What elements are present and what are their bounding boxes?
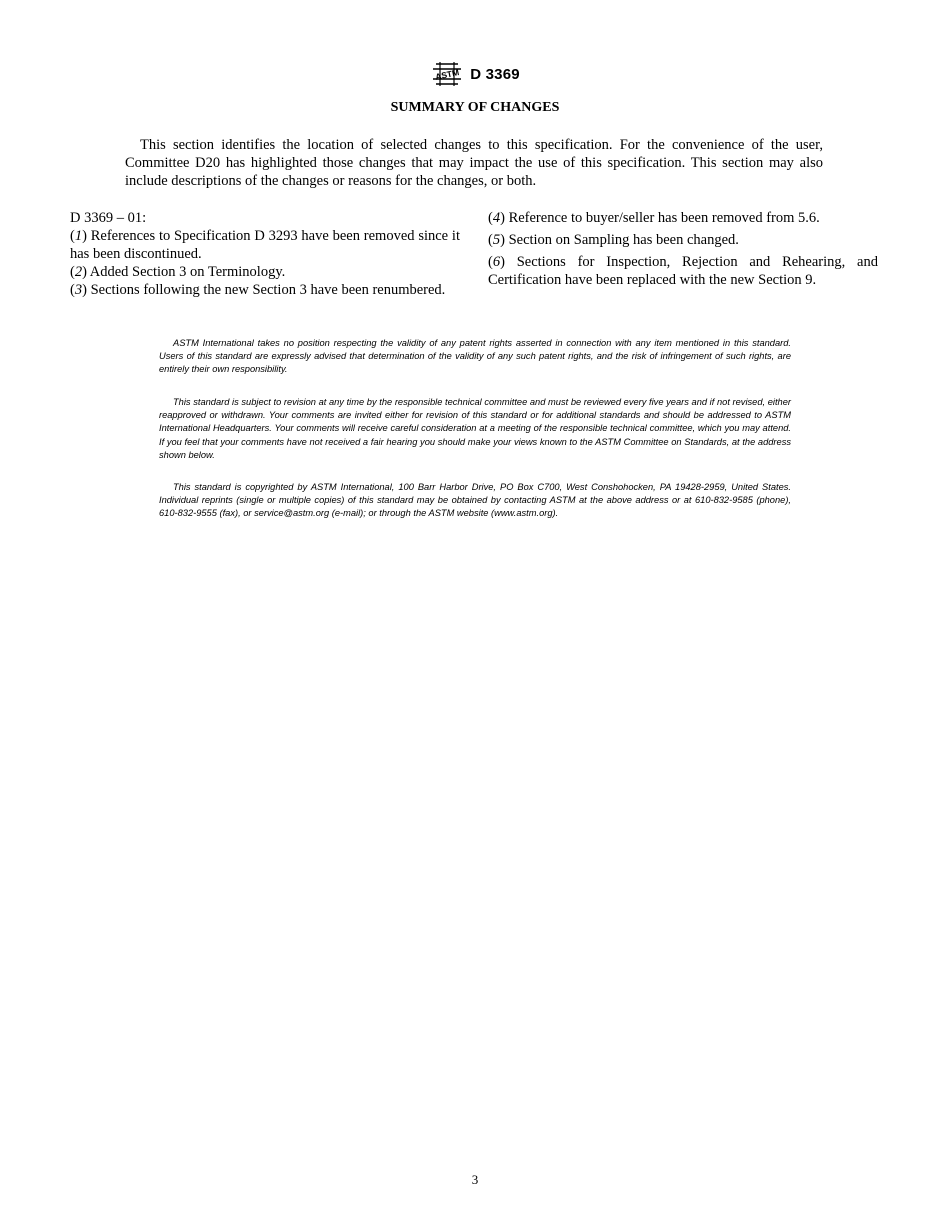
change-number: 5	[492, 232, 501, 248]
page-header	[0, 60, 950, 93]
change-number: 4	[492, 210, 501, 226]
change-number: 1	[74, 228, 83, 244]
revision-notice: This standard is subject to revision at any time by the responsible technical committee and must be reviewed every five years and if not revised, either reapproved or withdrawn. Your comments are invited either for revision of this standard or for additional standards and should be addressed to ASTM International Headquarters. Your comments will receive careful consideration at a meeting of the responsible technical committee, which you may attend. If you feel that your comments have not received a fair hearing you should make your views known to the ASTM Committee on Standards, at the address shown below.	[159, 397, 791, 460]
version-label: D 3369 – 01:	[70, 210, 147, 226]
change-number: 6	[492, 254, 501, 270]
change-text: Sections for Inspection, Rejection and Rehearing, and Certification have been replaced with the new Section 9.	[488, 254, 878, 288]
section-title: SUMMARY OF CHANGES	[390, 100, 560, 115]
astm-logo-icon	[430, 60, 464, 88]
change-item: (5) Section on Sampling has been changed.	[488, 232, 739, 248]
change-text: References to Specification D 3293 have been removed since it has been discontinued.	[70, 228, 460, 262]
page-number: 3	[471, 1172, 479, 1187]
changes-right-column	[488, 209, 878, 293]
change-number: 2	[74, 264, 83, 280]
patent-notice: ASTM International takes no position respecting the validity of any patent rights asserted in connection with any item mentioned in this standard. Users of this standard are expressly advised that determination of the validity of any such patent rights, and the risk of infringement of such rights, are entirely their own responsibility.	[159, 338, 791, 375]
intro-paragraph: This section identifies the location of selected changes to this specification. For the convenience of the user, Committee D20 has highlighted those changes that may impact the use of this specification. This section may also include descriptions of the changes or reasons for the changes, or both.	[125, 137, 823, 189]
change-text: Sections following the new Section 3 have been renumbered.	[90, 282, 446, 298]
change-number: 3	[74, 282, 83, 298]
change-item: (4) Reference to buyer/seller has been removed from 5.6.	[488, 210, 820, 226]
change-text: Reference to buyer/seller has been removed from 5.6.	[508, 210, 820, 226]
logo-text: ASTM	[434, 67, 461, 82]
change-text: Added Section 3 on Terminology.	[89, 264, 286, 280]
change-item: (2) Added Section 3 on Terminology.	[70, 264, 286, 280]
document-designation: D 3369	[470, 65, 520, 83]
copyright-notice: This standard is copyrighted by ASTM International, 100 Barr Harbor Drive, PO Box C700, West Conshohocken, PA 19428-2959, United States. Individual reprints (single or multiple copies) of this standard may be obtained by contacting ASTM at the above address or at 610-832-9585 (phone), 610-832-9555 (fax), or service@astm.org (e-mail); or through the ASTM website (www.astm.org).	[159, 482, 791, 519]
change-text: Section on Sampling has been changed.	[508, 232, 739, 248]
change-item: (6) Sections for Inspection, Rejection and Rehearing, and Certification have been replaced with the new Section 9.	[488, 254, 878, 288]
change-item: (1) References to Specification D 3293 have been removed since it has been discontinued.	[70, 228, 460, 262]
changes-left-column	[70, 209, 460, 299]
change-item: (3) Sections following the new Section 3 have been renumbered.	[70, 282, 446, 298]
